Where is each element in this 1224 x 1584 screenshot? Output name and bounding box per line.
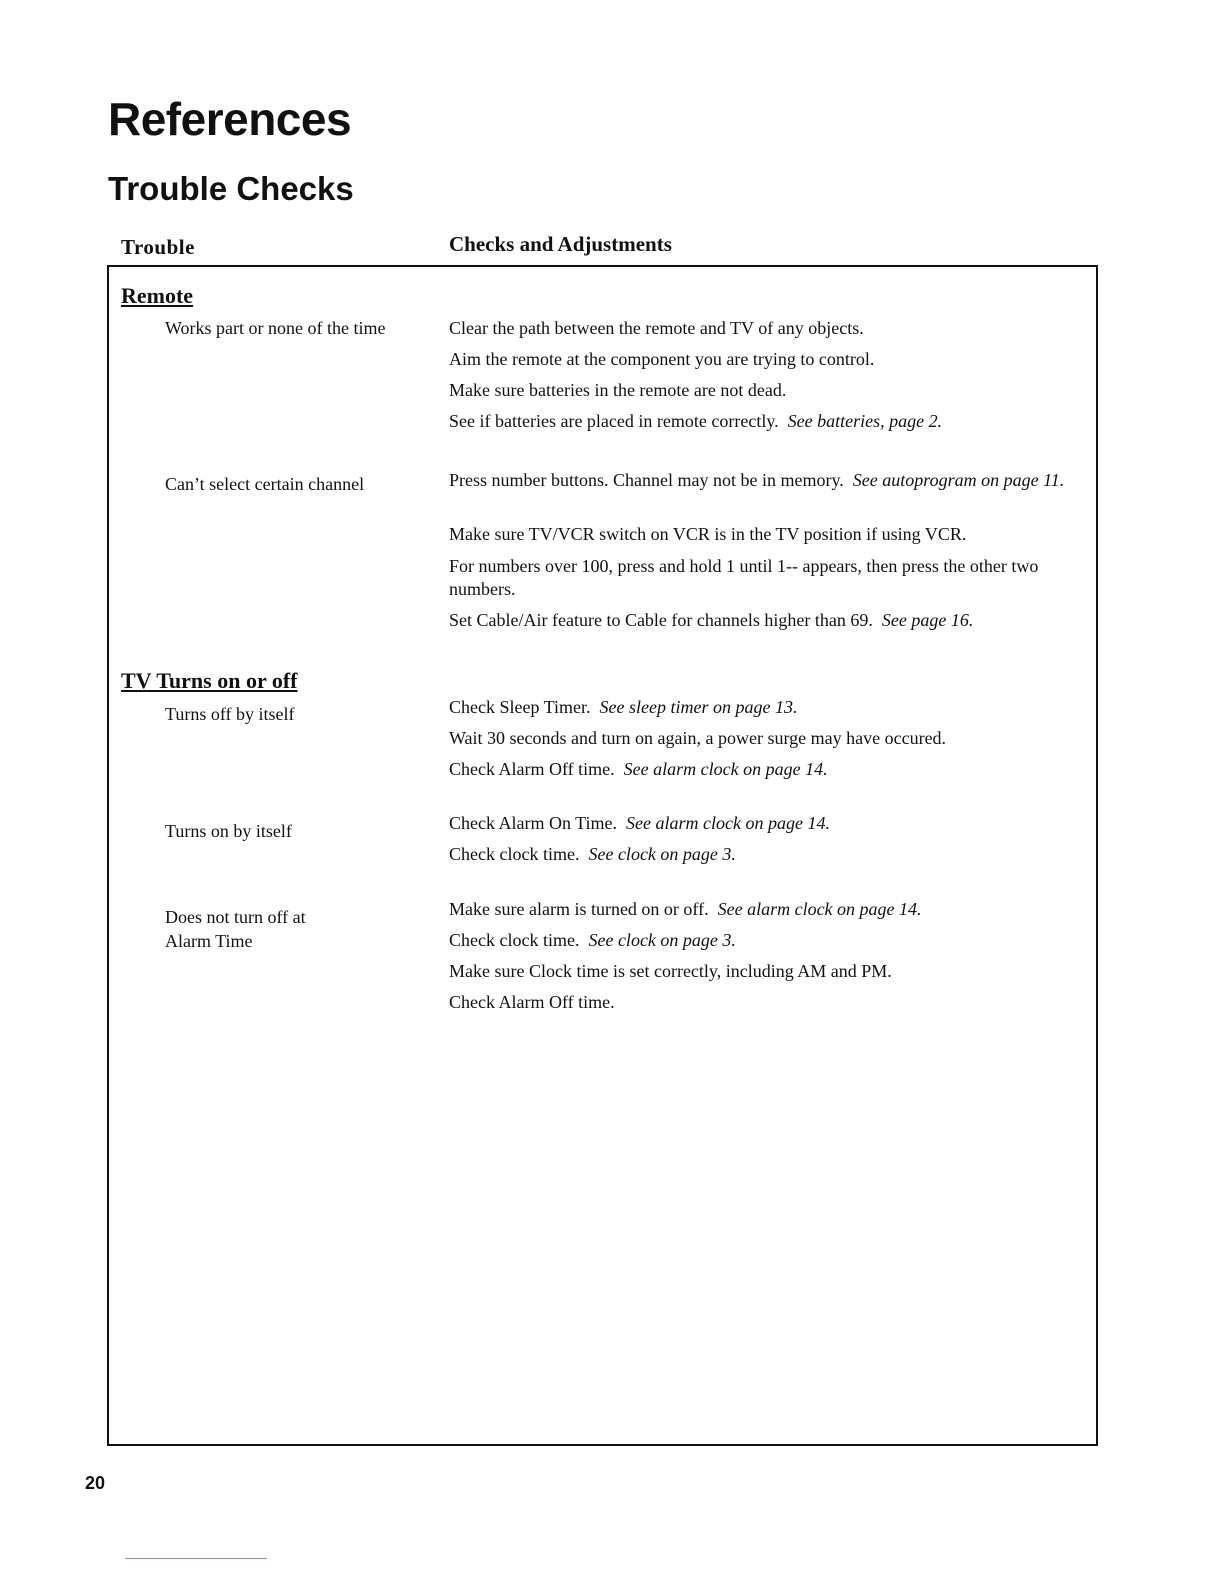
check-item (449, 843, 1074, 866)
trouble-item: Can’t select certain channel (165, 474, 365, 494)
trouble-item: Turns on by itself (165, 821, 292, 841)
check-reference: See clock on page 3. (588, 844, 736, 864)
check-text: Make sure batteries in the remote are not dead. (449, 380, 787, 400)
check-item (449, 929, 1074, 952)
check-reference: See clock on page 3. (588, 930, 736, 950)
bottom-rule (125, 1558, 267, 1559)
column-header-trouble: Trouble (121, 235, 195, 259)
check-item (449, 991, 1074, 1014)
check-text: Wait 30 seconds and turn on again, a power surge may have occured. (449, 728, 947, 748)
check-text: Check Alarm Off time. (449, 992, 615, 1012)
trouble-item: Works part or none of the time (165, 318, 386, 338)
check-item (449, 469, 1074, 492)
check-item (449, 410, 1074, 433)
trouble-item: Turns off by itself (165, 704, 295, 724)
check-text: Aim the remote at the component you are trying to control. (449, 349, 875, 369)
check-item (449, 727, 1074, 750)
check-text: Make sure alarm is turned on or off. (449, 899, 709, 919)
trouble-item: Does not turn off at Alarm Time (165, 907, 306, 951)
check-reference: See alarm clock on page 14. (626, 813, 830, 833)
check-item (449, 555, 1074, 601)
check-item (449, 758, 1074, 781)
check-text: Clear the path between the remote and TV of any objects. (449, 318, 864, 338)
check-text: For numbers over 100, press and hold 1 until 1-- appears, then press the other two numbers. (449, 556, 1039, 599)
check-reference: See autoprogram on page 11. (852, 470, 1065, 490)
check-item (449, 523, 1074, 546)
section-title: Trouble Checks (108, 170, 354, 207)
check-item (449, 812, 1074, 835)
check-text: Make sure TV/VCR switch on VCR is in the TV position if using VCR. (449, 524, 967, 544)
check-item (449, 317, 1074, 340)
check-text: Check Sleep Timer. (449, 697, 591, 717)
check-reference: See alarm clock on page 14. (623, 759, 828, 779)
check-reference: See alarm clock on page 14. (717, 899, 922, 919)
check-text: Check Alarm Off time. (449, 759, 615, 779)
check-item (449, 960, 1074, 983)
check-text: Make sure Clock time is set correctly, including AM and PM. (449, 961, 892, 981)
check-item (449, 609, 1074, 632)
check-reference: See batteries, page 2. (787, 411, 943, 431)
check-reference: See page 16. (881, 610, 974, 630)
check-text: Check clock time. (449, 930, 580, 950)
check-text: Check Alarm On Time. (449, 813, 618, 833)
check-item (449, 898, 1074, 921)
check-text: Set Cable/Air feature to Cable for channels higher than 69. (449, 610, 873, 630)
check-text: See if batteries are placed in remote correctly. (449, 411, 779, 431)
check-reference: See sleep timer on page 13. (599, 697, 798, 717)
check-text: Check clock time. (449, 844, 580, 864)
page-title: References (108, 93, 352, 145)
column-header-checks: Checks and Adjustments (449, 232, 672, 256)
check-item (449, 348, 1074, 371)
group-label-remote: Remote (121, 283, 194, 308)
check-item (449, 696, 1074, 719)
check-text: Press number buttons. Channel may not be in memory. (449, 470, 844, 490)
page-number: 20 (85, 1473, 106, 1493)
group-label-tv-turns-on-or-off: TV Turns on or off (121, 668, 298, 693)
check-item (449, 379, 1074, 402)
